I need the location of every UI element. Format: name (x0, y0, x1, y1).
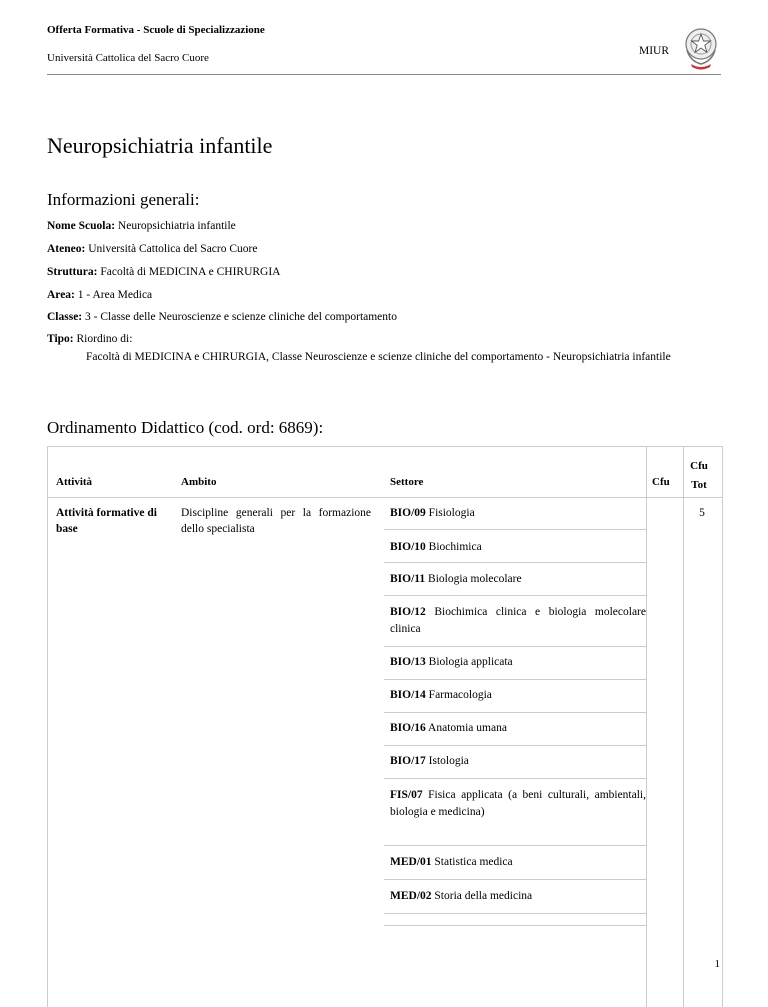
info-classe: Classe: 3 - Classe delle Neuroscienze e scienze cliniche del comportamento (47, 311, 397, 323)
info-struttura: Struttura: Facoltà di MEDICINA e CHIRURGIA (47, 266, 281, 278)
sector-item: BIO/11 Biologia molecolare (390, 573, 522, 585)
header-row-divider (48, 497, 722, 498)
sector-divider (384, 913, 646, 914)
sector-divider (384, 845, 646, 846)
col-settore: Settore (390, 476, 424, 488)
sector-divider (384, 879, 646, 880)
col-cfu: Cfu (652, 476, 670, 488)
info-tipo: Tipo: Riordino di: (47, 333, 133, 345)
sector-item: FIS/07 Fisica applicata (a beni culturali, ambientali, biologia e medicina) (390, 789, 646, 818)
sector-divider (384, 529, 646, 530)
ordinamento-table (47, 446, 723, 1007)
col-cfu-tot: Cfu Tot (690, 460, 708, 491)
info-ateneo: Ateneo: Università Cattolica del Sacro Cuore (47, 243, 258, 255)
cfu-column-divider (646, 447, 647, 1007)
col-ambito: Ambito (181, 476, 217, 488)
sector-item: MED/02 Storia della medicina (390, 890, 533, 902)
general-info-heading: Informazioni generali: (47, 190, 200, 209)
sector-divider (384, 679, 646, 680)
cfu-tot-column-divider (683, 447, 684, 1007)
sector-item: BIO/14 Farmacologia (390, 689, 492, 701)
page-header (47, 24, 721, 76)
sector-divider (384, 712, 646, 713)
sector-item: BIO/17 Istologia (390, 755, 469, 767)
sector-item: MED/01 Statistica medica (390, 856, 513, 868)
sector-item: BIO/16 Anatomia umana (390, 722, 507, 734)
row-attivita: Attività formative di base (56, 507, 157, 535)
page-title: Neuropsichiatria infantile (47, 133, 273, 158)
sector-item: BIO/10 Biochimica (390, 541, 482, 553)
header-miur: MIUR (638, 45, 669, 57)
sector-divider (384, 925, 646, 926)
header-university: Università Cattolica del Sacro Cuore (47, 52, 209, 64)
sector-divider (384, 745, 646, 746)
page-number: 1 (714, 958, 720, 970)
sector-item: BIO/12 Biochimica clinica e biologia molecolare clinica (390, 606, 646, 635)
header-title: Offerta Formativa - Scuole di Specializzazione (47, 24, 265, 36)
tipo-detail: Facoltà di MEDICINA e CHIRURGIA, Classe Neuroscienze e scienze cliniche del comportamento - Neuropsichiatria infantile (86, 351, 671, 363)
sector-item: BIO/09 Fisiologia (390, 507, 475, 519)
sector-divider (384, 595, 646, 596)
row-ambito: Discipline generali per la formazione dello specialista (181, 507, 371, 535)
sector-divider (384, 646, 646, 647)
sector-item: BIO/13 Biologia applicata (390, 656, 513, 668)
header-divider (47, 74, 721, 75)
sector-divider (384, 562, 646, 563)
row-cfu-tot: 5 (699, 507, 705, 519)
italian-emblem-icon (681, 24, 721, 70)
info-nome-scuola: Nome Scuola: Neuropsichiatria infantile (47, 220, 236, 232)
sector-divider (384, 778, 646, 779)
col-attivita: Attività (56, 476, 93, 488)
info-area: Area: 1 - Area Medica (47, 289, 153, 301)
ordinamento-heading: Ordinamento Didattico (cod. ord: 6869): (47, 418, 324, 437)
